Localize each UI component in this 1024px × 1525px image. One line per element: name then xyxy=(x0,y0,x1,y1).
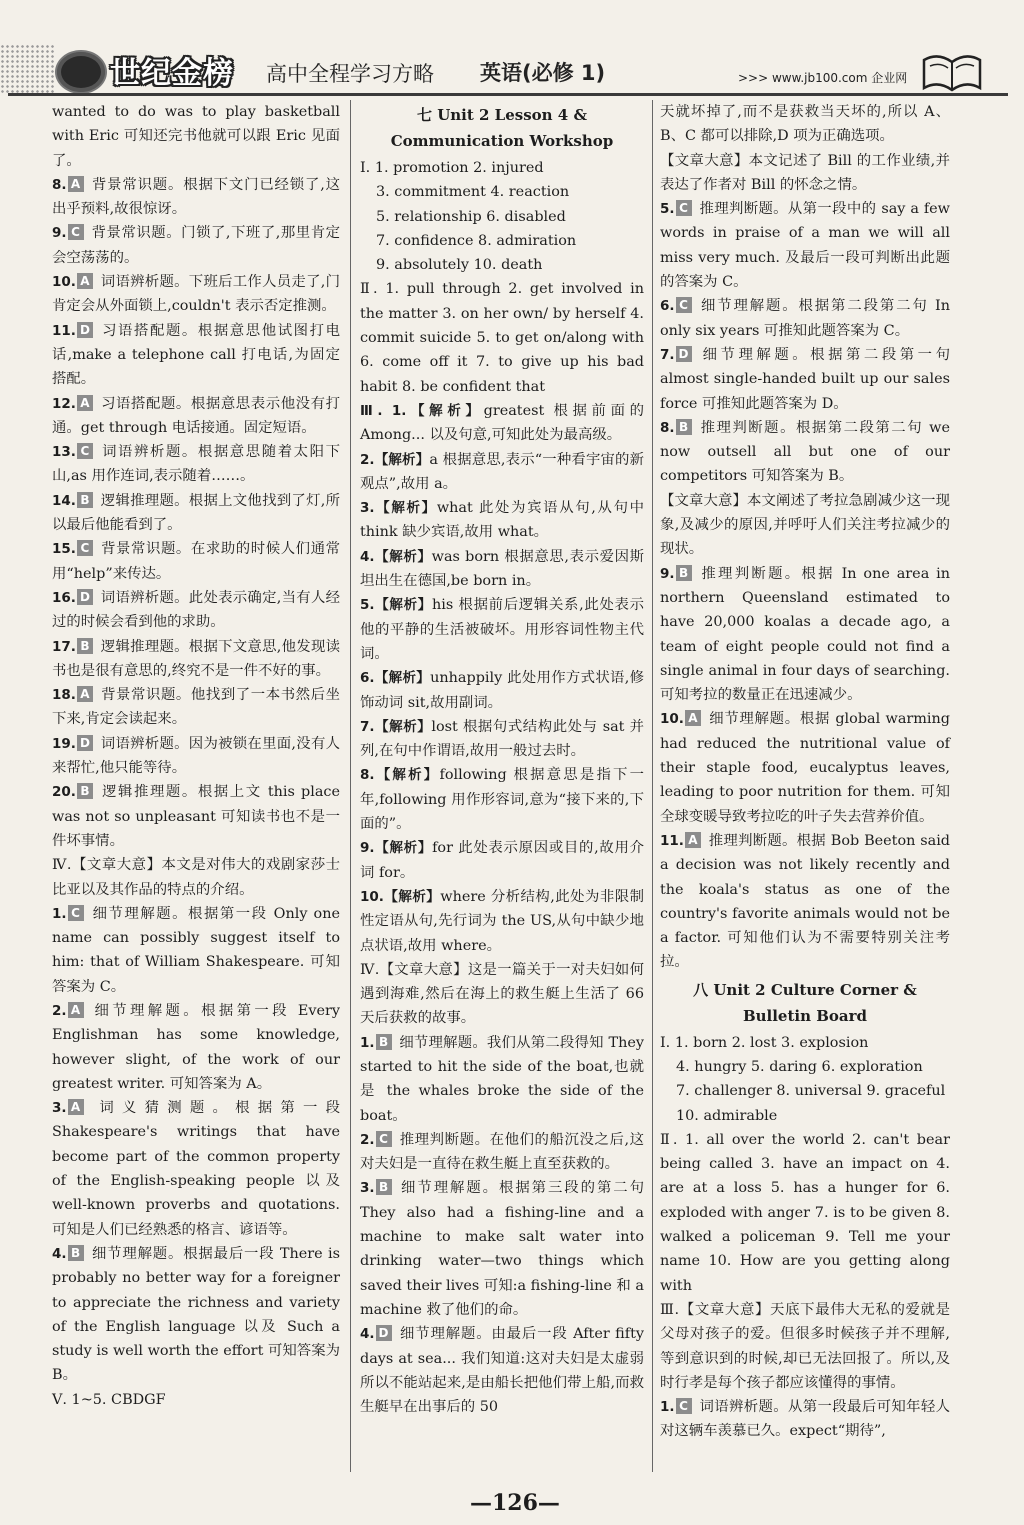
answer-item: 3. B 细节理解题。根据第三段的第二句 They also had a fishing-line and a machine to make salt water into drinking water—two things which saved their lives 可知:a fishing-line 和 a machine 救了他们的命。 xyxy=(360,1180,644,1318)
answer-item: 4. B 细节理解题。根据最后一段 There is probably no better way for a foreigner to appreciate the richness and variety of the English language 以及 Such a study is well worth the effort 可知答案为 B。 xyxy=(52,1245,341,1384)
grammar-item: 7.【解析】lost 根据句式结构此处与 sat 并列,在句中作谓语,故用一般过去时。 xyxy=(360,718,645,760)
header-rule xyxy=(8,93,1008,96)
grammar-item: Ⅲ. 1.【解析】greatest 根据前面的 Among... 以及句意,可知此处为最高级。 xyxy=(360,402,644,444)
answer-item: 14. B 逻辑推理题。根据上文他找到了灯,所以最后他能看到了。 xyxy=(52,492,341,534)
page-header xyxy=(0,0,1024,100)
section-summary: 【文章大意】本文阐述了考拉急剧减少这一现象,及减少的原因,并呼吁人们关注考拉减少的现状。 xyxy=(660,492,950,558)
answer-badge: B xyxy=(77,492,93,508)
vocab-line: 5. relationship 6. disabled xyxy=(376,208,566,225)
answer-badge: D xyxy=(77,322,93,338)
answer-item: 1. C 词语辨析题。从第一段最后可知年轻人对这辆车羡慕已久。expect“期待”, xyxy=(660,1399,950,1440)
column-middle xyxy=(360,100,644,1419)
section-summary: Ⅳ.【文章大意】本文是对伟大的戏剧家莎士比亚以及其作品的特点的介绍。 xyxy=(52,857,340,898)
answer-item: 20. B 逻辑推理题。根据上文 this place was not so unpleasant 可知读书也不是一件坏事情。 xyxy=(52,784,340,849)
subject-title: 英语(必修 1) xyxy=(480,61,606,85)
brand-name: 世纪金榜 xyxy=(110,56,234,91)
answer-item: 3. A 词义猜测题。根据第一段 Shakespeare's writings that have become part of the common property of the English-speaking people 以及 well-known proverbs and quotations. 可知是人们已经熟悉的格言、谚语等。 xyxy=(52,1100,340,1238)
answer-badge: B xyxy=(68,1245,84,1261)
answer-item: 2. C 推理判断题。在他们的船沉没之后,这对夫妇是一直待在救生艇上直至获救的。 xyxy=(360,1131,644,1173)
answer-badge: C xyxy=(77,443,93,459)
answer-item: 8. B 推理判断题。根据第二段第二句 we now outsell all but one of our competitors 可知答案为 B。 xyxy=(660,419,950,485)
answer-badge: B xyxy=(376,1179,392,1195)
vocab-line: 7. confidence 8. admiration xyxy=(376,232,577,249)
section-summary: 【文章大意】本文记述了 Bill 的工作业绩,并表达了作者对 Bill 的怀念之情。 xyxy=(660,152,950,193)
answer-badge: C xyxy=(68,905,84,921)
answer-item: 7. D 细节理解题。根据第二段第一句 almost single-handed built up our sales force 可推知此题答案为 D。 xyxy=(660,346,950,412)
answer-item: 18. A 背景常识题。他找到了一本书然后坐下来,肯定会读起来。 xyxy=(52,687,340,728)
answer-badge: C xyxy=(676,1398,692,1414)
grammar-item: 5.【解析】his 根据前后逻辑关系,此处表示他的平静的生活被破坏。用形容词性物主代词。 xyxy=(360,597,644,662)
grammar-item: 6.【解析】unhappily 此处用作方式状语,修饰动词 sit,故用副词。 xyxy=(360,670,645,711)
vocab-line: 4. hungry 5. daring 6. exploration xyxy=(676,1058,923,1075)
dot-pattern xyxy=(0,44,55,94)
vocab-line: 3. commitment 4. reaction xyxy=(376,184,570,201)
column-divider xyxy=(350,100,351,1472)
answer-badge: A xyxy=(68,1002,84,1018)
grammar-item: 10.【解析】where 分析结构,此处为非限制性定语从句,先行词为 the US,从句中缺少地点状语,故用 where。 xyxy=(360,888,645,954)
answer-item: 5. C 推理判断题。从第一段中的 say a few words in praise of a man we will all miss very much. 及最后一段可判断出此题的答案为 C。 xyxy=(660,201,951,291)
answer-badge: A xyxy=(685,710,701,726)
answer-badge: C xyxy=(676,297,692,313)
answer-item: 1. C 细节理解题。根据第一段 Only one name can possibly suggest itself to him: that of William Shakespeare. 可知答案为 C。 xyxy=(52,905,340,995)
book-title: 高中全程学习方略 xyxy=(266,62,434,86)
answer-item: 11. A 推理判断题。根据 Bob Beeton said a decision was not likely recently and the koala's status as one of the country's favorite animals would not be a factor. 可知他们认为不需要特别关注考拉。 xyxy=(660,832,951,971)
answer-badge: A xyxy=(77,395,93,411)
answer-item: 4. D 细节理解题。由最后一段 After fifty days at sea... 我们知道:这对夫妇是太虚弱所以不能站起来,是由船长把他们带上船,而救生艇早在出事后的 50 xyxy=(360,1326,644,1416)
section-heading: 八 Unit 2 Culture Corner & Bulletin Board xyxy=(693,980,917,1025)
answer-item: 1. B 细节理解题。我们从第二段得知 They started to hit the side of the boat,也就是 the whales broke the side of the boat。 xyxy=(360,1034,645,1124)
vocab-line: Ⅰ. 1. promotion 2. injured xyxy=(360,160,544,176)
answer-badge: A xyxy=(68,1099,84,1115)
answer-badge: A xyxy=(68,176,84,192)
answer-badge: B xyxy=(676,565,692,581)
section-heading: 七 Unit 2 Lesson 4 & Communication Workshop xyxy=(390,106,614,150)
answer-item: 6. C 细节理解题。根据第二段第二句 In only six years 可推知此题答案为 C。 xyxy=(660,298,951,339)
answer-item: 8. A 背景常识题。根据下文门已经锁了,这出乎预料,故很惊讶。 xyxy=(52,176,340,218)
grammar-item: 2.【解析】a 根据意思,表示“一种看宇宙的新观点”,故用 a。 xyxy=(360,451,644,492)
open-book-icon xyxy=(920,50,984,94)
answer-badge: A xyxy=(77,686,93,702)
answer-badge: B xyxy=(376,1034,392,1050)
answer-line: Ⅴ. 1~5. CBDGF xyxy=(52,1391,166,1408)
answer-item: 17. B 逻辑推理题。根据下文意思,他发现读书也是很有意思的,终究不是一件不好的事。 xyxy=(52,638,341,679)
answer-item: 15. C 背景常识题。在求助的时候人们通常用“help”来传达。 xyxy=(52,541,340,582)
vocab-line: 9. absolutely 10. death xyxy=(376,257,543,274)
text-line: 天就坏掉了,而不是获救当天坏的,所以 A、B、C 都可以排除,D 项为正确选项。 xyxy=(660,104,950,145)
grammar-item: 9.【解析】for 此处表示原因或目的,故用介词 for。 xyxy=(360,840,644,881)
answer-item: 10. A 细节理解题。根据 global warming had reduced the nutritional value of their staple food, eucalyptus leaves, leading to poor nutrition for them. 可知全球变暖导致考拉吃的叶子失去营养价值。 xyxy=(660,711,951,825)
phrase-block: Ⅱ. 1. pull through 2. get involved in the matter 3. on her own/ by herself 4. commit suicide 5. to get on/along with 6. come off it 7. to give up his bad habit 8. be confident that xyxy=(360,281,644,395)
answer-badge: A xyxy=(685,832,701,848)
answer-badge: B xyxy=(77,783,93,799)
answer-badge: D xyxy=(77,735,93,751)
section-summary: Ⅲ.【文章大意】天底下最伟大无私的爱就是父母对孩子的爱。但很多时候孩子并不理解,等到意识到的时候,却已无法回报了。所以,及时行孝是每个孩子都应该懂得的事情。 xyxy=(660,1301,950,1391)
grammar-item: 4.【解析】was born 根据意思,表示爱因斯坦出生在德国,be born in。 xyxy=(360,548,645,590)
vocab-line: 10. admirable xyxy=(676,1107,778,1124)
answer-badge: A xyxy=(77,273,93,289)
column-divider xyxy=(652,100,653,1472)
answer-badge: D xyxy=(77,589,93,605)
answer-item: 19. D 词语辨析题。因为被锁在里面,没有人来帮忙,他只能等待。 xyxy=(52,735,341,777)
answer-item: 16. D 词语辨析题。此处表示确定,当有人经过的时候会看到他的求助。 xyxy=(52,589,341,631)
answer-item: 2. A 细节理解题。根据第一段 Every Englishman has some knowledge, however slight, of the work of our greatest writer. 可知答案为 A。 xyxy=(52,1002,340,1092)
answer-badge: C xyxy=(376,1131,392,1147)
answer-badge: D xyxy=(376,1325,392,1341)
answer-badge: C xyxy=(676,200,692,216)
answer-item: 13. C 词语辨析题。根据意思随着太阳下山,as 用作连词,表示随着……。 xyxy=(52,444,340,485)
section-summary: Ⅳ.【文章大意】这是一篇关于一对夫妇如何遇到海难,然后在海上的救生艇上生活了 66 天后获救的故事。 xyxy=(360,961,644,1027)
column-left xyxy=(52,100,340,1412)
column-right xyxy=(660,100,950,1444)
answer-item: 11. D 习语搭配题。根据意思他试图打电话,make a telephone call 打电话,为固定搭配。 xyxy=(52,322,340,388)
website-link[interactable]: >>> www.jb100.com 企业网 xyxy=(738,71,908,85)
answer-badge: B xyxy=(77,638,93,654)
answer-item: 9. B 推理判断题。根据 In one area in northern Queensland estimated to have 20,000 koalas a decade ago, a team of eight people could not find a single animal in four days of searching. 可知考拉的数量正在迅速减少。 xyxy=(660,565,951,704)
phrase-block: Ⅱ. 1. all over the world 2. can't bear being called 3. have an impact on 4. are at a loss 5. has a hunger for 6. exploded with anger 7. is to be given 8. walked a policeman 9. Tell me your name 10. How are you getting along with xyxy=(660,1131,950,1294)
text-line: wanted to do was to play basketball with Eric 可知还完书他就可以跟 Eric 见面了。 xyxy=(52,104,340,169)
answer-badge: C xyxy=(68,224,84,240)
answer-badge: D xyxy=(676,346,692,362)
vocab-line: Ⅰ. 1. born 2. lost 3. explosion xyxy=(660,1034,869,1051)
answer-item: 12. A 习语搭配题。根据意思表示他没有打通。get through 电话接通。固定短语。 xyxy=(52,395,340,436)
answer-item: 9. C 背景常识题。门锁了,下班了,那里肯定会空荡荡的。 xyxy=(52,225,340,266)
answer-badge: C xyxy=(77,540,93,556)
answer-badge: B xyxy=(676,419,692,435)
page-number: —126— xyxy=(470,1490,560,1516)
answer-item: 10. A 词语辨析题。下班后工作人员走了,门肯定会从外面锁上,couldn't 表示否定推测。 xyxy=(52,274,341,315)
brand-logo-icon xyxy=(55,50,107,94)
grammar-item: 8.【解析】following 根据意思是指下一年,following 用作形容词,意为“接下来的,下面的”。 xyxy=(360,767,644,833)
vocab-line: 7. challenger 8. universal 9. graceful xyxy=(676,1083,946,1100)
grammar-item: 3.【解析】what 此处为宾语从句,从句中 think 缺少宾语,故用 what。 xyxy=(360,500,645,541)
